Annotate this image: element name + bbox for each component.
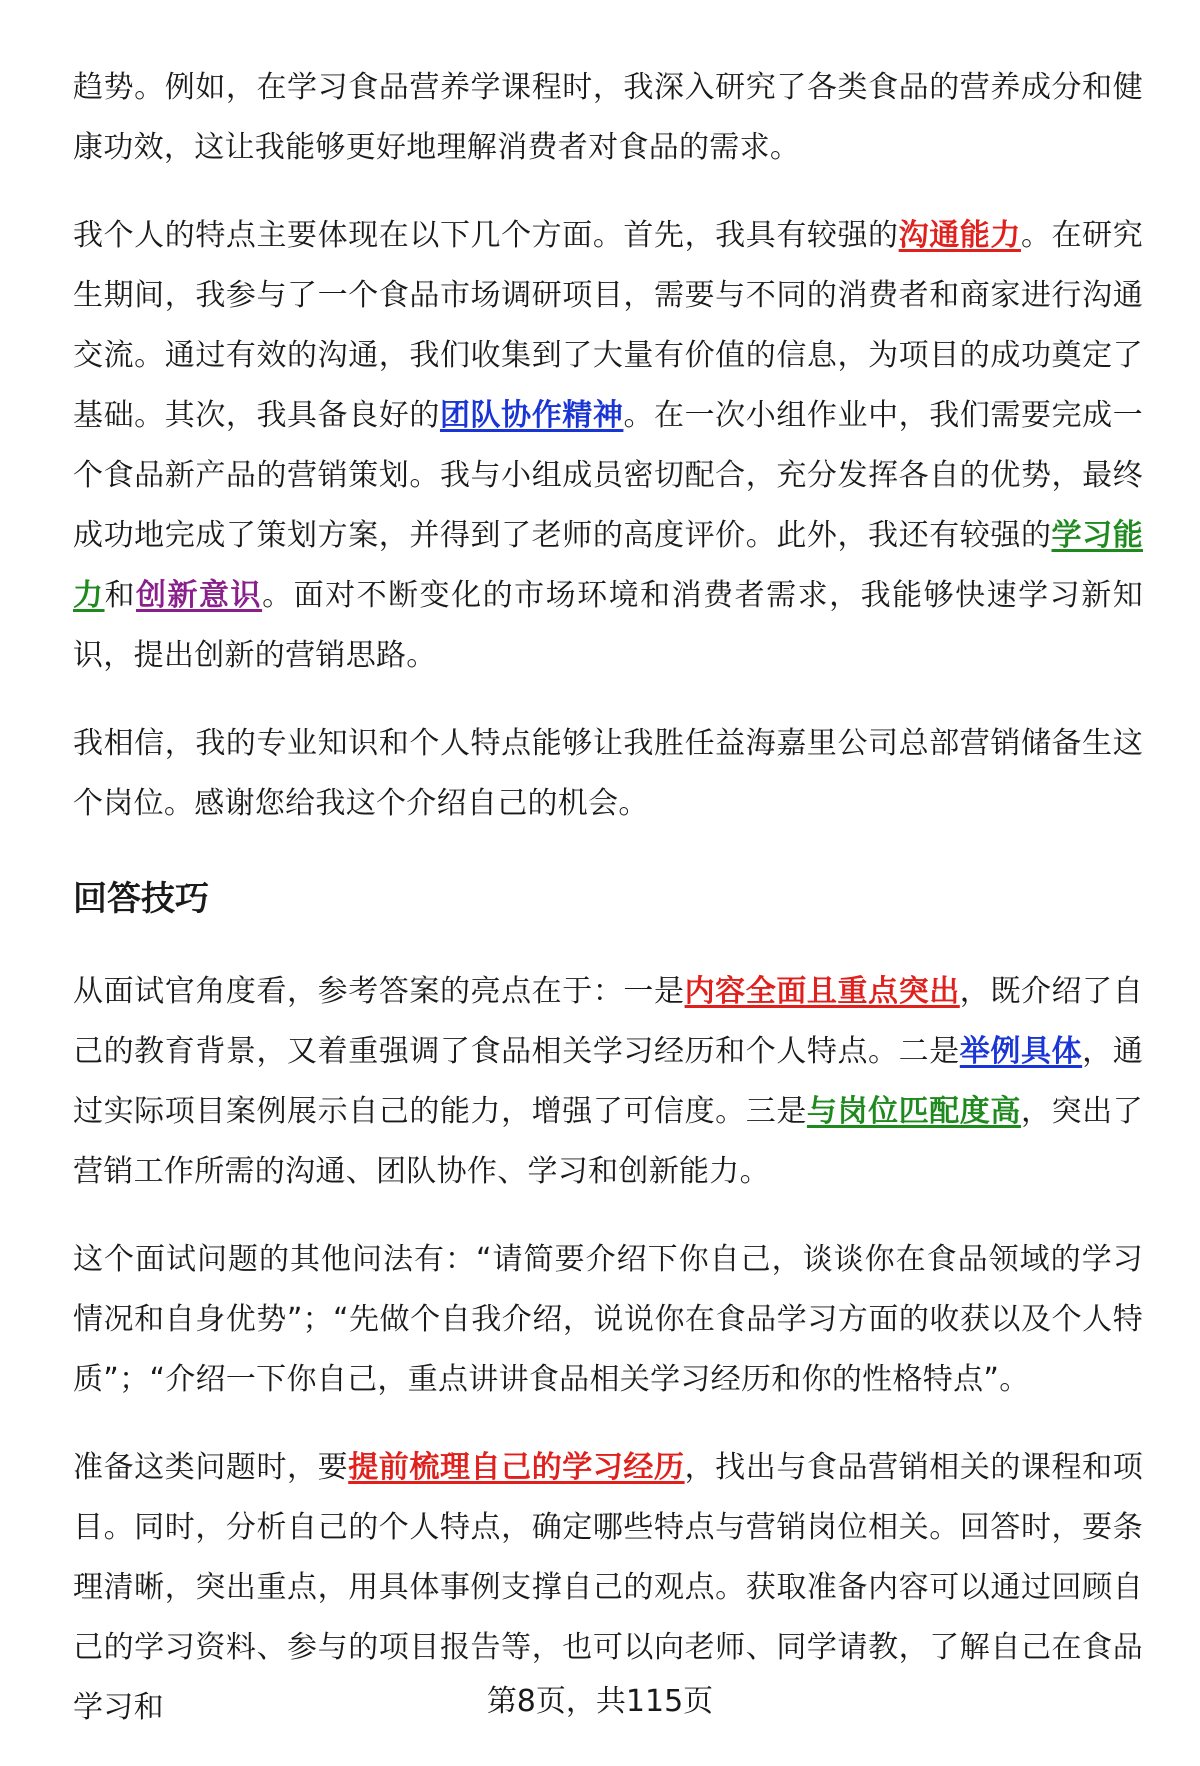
paragraph-p5	[73, 1230, 1143, 1410]
body-text: 我相信，我的专业知识和个人特点能够让我胜任益海嘉里公司总部营销储备生这个岗位。感谢您给我这个介绍自己的机会。	[73, 726, 1143, 821]
body-text: ，通过实际项目案例展示自己的能力，增强了可信度。三是	[73, 1034, 1144, 1129]
body-text: 这个面试问题的其他问法有：“请简要介绍下你自己，谈谈你在食品领域的学习情况和自身优势”；“先做个自我介绍，说说你在食品学习方面的收获以及个人特质”；“介绍一下你自己，重点讲讲食品相关学习经历和你的性格特点”。	[73, 1242, 1143, 1397]
body-text: 准备这类问题时，要	[73, 1450, 349, 1485]
body-text: 从面试官角度看，参考答案的亮点在于：一是	[73, 974, 685, 1009]
paragraph-p2	[73, 206, 1143, 686]
document-page	[73, 58, 1143, 1766]
highlight-text: 与岗位匹配度高	[806, 1094, 1021, 1129]
body-text: 。在一次小组作业中，我们需要完成一个食品新产品的营销策划。我与小组成员密切配合，充分发挥各自的优势，最终成功地完成了策划方案，并得到了老师的高度评价。此外，我还有较强的	[73, 398, 1143, 553]
paragraph-p3	[73, 714, 1143, 834]
paragraph-p4	[73, 962, 1143, 1202]
highlight-text: 学习能力	[73, 518, 1143, 613]
body-text: ，突出了营销工作所需的沟通、团队协作、学习和创新能力。	[73, 1094, 1144, 1189]
paragraph-p1	[73, 58, 1143, 178]
highlight-text: 团队协作精神	[439, 398, 624, 433]
body-section-top	[73, 58, 1143, 834]
highlight-text: 沟通能力	[898, 218, 1021, 253]
body-text: ，找出与食品营销相关的课程和项目。同时，分析自己的个人特点，确定哪些特点与营销岗位相关。回答时，要条理清晰，突出重点，用具体事例支撑自己的观点。获取准备内容可以通过回顾自己的学习资料、参与的项目报告等，也可以向老师、同学请教，了解自己在食品学习和	[73, 1450, 1143, 1725]
body-text: 。在研究生期间，我参与了一个食品市场调研项目，需要与不同的消费者和商家进行沟通交流。通过有效的沟通，我们收集到了大量有价值的信息，为项目的成功奠定了基础。其次，我具备良好的	[73, 218, 1144, 433]
body-text: 。面对不断变化的市场环境和消费者需求，我能够快速学习新知识，提出创新的营销思路。	[73, 578, 1143, 673]
body-section-bottom	[73, 962, 1143, 1738]
highlight-text: 创新意识	[136, 578, 263, 613]
highlight-text: 内容全面且重点突出	[684, 974, 960, 1009]
highlight-text: 举例具体	[959, 1034, 1083, 1069]
body-text: ，既介绍了自己的教育背景，又着重强调了食品相关学习经历和个人特点。二是	[73, 974, 1143, 1069]
section-heading: 回答技巧	[73, 879, 209, 919]
page-number-footer: 第8页，共115页	[486, 1684, 714, 1719]
highlight-text: 提前梳理自己的学习经历	[348, 1450, 685, 1485]
body-text: 和	[104, 578, 137, 613]
body-text: 趋势。例如，在学习食品营养学课程时，我深入研究了各类食品的营养成分和健康功效，这让我能够更好地理解消费者对食品的需求。	[73, 70, 1143, 165]
body-text: 我个人的特点主要体现在以下几个方面。首先，我具有较强的	[73, 218, 899, 253]
